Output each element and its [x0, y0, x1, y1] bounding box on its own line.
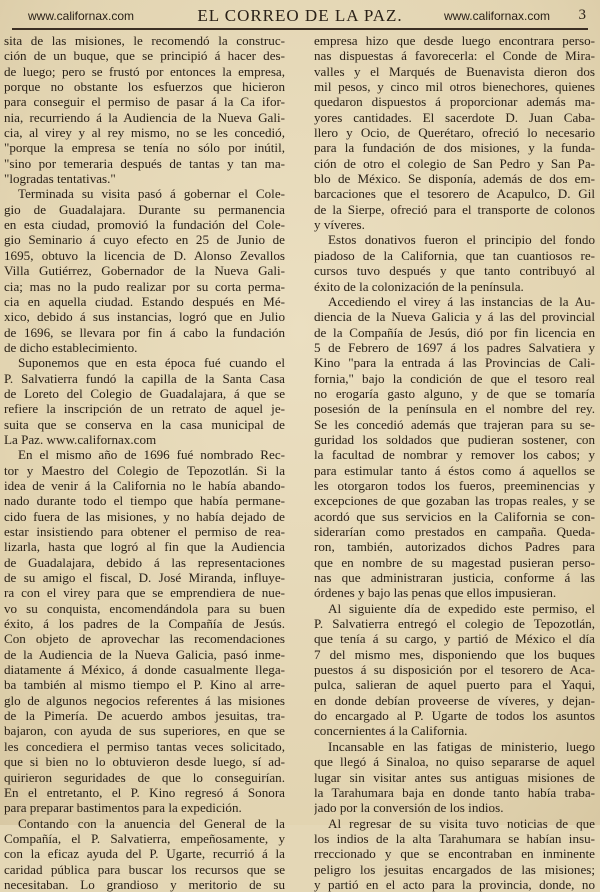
text-line: que tenía á su cargo, y partió de México el día — [314, 631, 595, 647]
text-line: Suponemos que en esta época fué cuando el — [18, 355, 285, 371]
text-line: Estos donativos fueron el principio del fondo — [328, 232, 595, 248]
text-line: órdenes y bajo las penas que ellos impusieran. — [314, 585, 557, 601]
text-line: para conseguir el permiso de pasar á la Ca ifor- — [4, 94, 285, 110]
text-line: bajaron, con ayuda de sus superiores, en que se — [4, 723, 285, 739]
text-line: y víveres. — [314, 217, 365, 233]
text-line: cia; mas no la pudo realizar por su corta perma- — [4, 278, 285, 294]
page-header — [12, 6, 588, 30]
text-line: empresa hizo que desde luego encontrara perso- — [314, 33, 595, 48]
text-line: ción de un buque, que se principió á hacer des- — [4, 48, 285, 64]
text-line: ba también al mismo tiempo el P. Kino al arre- — [4, 677, 285, 693]
text-line: nas dispuestas á favorecerla: el Conde de Mira- — [314, 48, 595, 64]
text-line: de la Pimería. De acuerdo ambos jesuitas, tra- — [4, 708, 285, 724]
text-line: concernientes á la California. — [314, 723, 468, 739]
text-line: tor y Maestro del Colegio de Tepozotlán. Si la — [4, 462, 285, 478]
text-line: les otorgaron todos los fueros, preeminencias y — [314, 477, 595, 493]
text-line: do encargado al P. Ugarte de todos los asuntos — [314, 708, 595, 724]
newspaper-title: EL CORREO DE LA PAZ. — [197, 6, 403, 25]
text-line: cursos tuvo después y que tanto contribuyó al — [314, 263, 595, 279]
text-line: Terminada su visita pasó á gobernar el Cole- — [18, 186, 285, 202]
text-line: no erogaría gasto alguno, y de que se tomaría — [314, 385, 595, 401]
text-line: con la eficaz ayuda del P. Ugarte, recurrió á la — [4, 846, 285, 862]
text-line: quirieron seguridades de que lo conseguirían. — [4, 769, 285, 785]
text-line: llero y Ocio, de Querétaro, ofreció lo necesario — [314, 125, 595, 141]
text-line: siderarían como prestados en campaña. Queda- — [314, 524, 595, 539]
text-line: de Guadalajara, debido á las representaciones — [4, 554, 285, 570]
text-line: de 1696, se llevara por fin á cabo la fundación — [4, 324, 285, 340]
text-line: estar insistiendo para obtener el permiso de rea- — [4, 524, 285, 539]
text-line: Villa Gutiérrez, Gobernador de la Nueva Gali- — [4, 263, 285, 279]
text-line: ra con el virey para que se emprendiera de nue- — [4, 585, 285, 601]
text-line: 1695, obtuvo la licencia de D. Alonso Zevallos — [4, 247, 285, 263]
text-line: xico, debido á sus instancias, logró que en Julio — [4, 309, 285, 325]
text-line: que en nombre de su magestad pusieran perso- — [314, 554, 595, 570]
text-line: puestos á su disposición por el tesorero de Aca- — [314, 662, 595, 678]
text-line: gio Seminario á cuyo efecto en 25 de Junio de — [4, 232, 285, 248]
text-line: posesión de la península en el nombre del rey. — [314, 401, 595, 417]
text-line: Al siguiente día de expedido este permiso, el — [328, 600, 595, 616]
text-line: Kino "para la entrada á las Provincias de Cali- — [314, 355, 595, 371]
text-line: excepciones de que gozaban las tropas reales, y se — [314, 493, 595, 509]
text-line: lizarla, hasta que logró al fin que la Audiencia — [4, 539, 285, 555]
text-line: en donde debían proveerse de víveres, y dejan- — [314, 692, 595, 708]
text-line: que si bien no lo obtuvieron desde luego, sí ad- — [4, 754, 285, 770]
text-line: La Paz. www.californax.com — [4, 431, 157, 447]
text-line: pulca, salieran de aquel puerto para el Yaqui, — [314, 677, 595, 693]
text-line: glo de algunos negocios referentes á las misiones — [4, 692, 285, 708]
text-line: Con objeto de aprovechar las recomendaciones — [4, 631, 285, 647]
right-text-column — [314, 33, 595, 892]
text-line: refiere la inscripción de un retrato de aquel je- — [4, 401, 285, 417]
text-line: caridad pública para buscar los recursos que se — [4, 861, 285, 877]
text-line: piadoso de la California, que tan cuantiosos re- — [314, 247, 595, 263]
text-line: Al regresar de su visita tuvo noticias de que — [328, 815, 595, 831]
text-line: para estimular tanto á éstos como á aquellos se — [314, 462, 595, 478]
text-line: Accediendo el virey á las instancias de la Au- — [328, 293, 595, 309]
text-line: gio de Guadalajara. Durante su permanencia — [4, 201, 285, 217]
text-line: blo de México. Se disponía, además de dos em- — [314, 171, 595, 187]
text-line: "sino por temeraria después de tantas y tan ma- — [4, 155, 285, 171]
header-right-url: www.californax.com — [443, 9, 550, 23]
text-line: cia, al virey y al rey mismo, no se les concedió, — [4, 125, 285, 141]
text-line: Incansable en las fatigas de ministerio, luego — [328, 738, 595, 754]
text-line: cia en aquella ciudad. Estando después en Mé- — [4, 293, 285, 309]
text-line: necesitaban. Lo grandioso y meritorio de su — [4, 876, 285, 892]
text-line: ron, también, autorizados dichos Padres para — [314, 539, 595, 555]
text-line: Contando con la anuencia del General de la — [18, 815, 285, 831]
text-line: nia, recurriendo á la Audiencia de la Nueva Gali- — [4, 109, 285, 125]
text-line: "logradas tentativas." — [4, 171, 116, 187]
text-line: éxito, á los padres de la Compañía de Jesús. — [4, 616, 285, 632]
text-line: diencia de la Nueva Galicia y á las del provincial — [314, 309, 595, 325]
text-line: vo su conquista, encomendándola para su buen — [4, 600, 285, 616]
text-line: de la Sierpe, ofreció para el transporte de colonos — [314, 201, 595, 217]
text-line: idea de venir á la California no le había abando- — [4, 477, 285, 493]
text-line: barcaciones que el tesorero de Acapulco, D. Gil — [314, 186, 595, 202]
text-line: guridad los soldados que pudieran sostener, con — [314, 431, 595, 447]
header-left-url: www.californax.com — [28, 9, 135, 23]
text-line: de la Audiencia de la Nueva Galicia, pasó inme- — [4, 646, 285, 662]
text-line: éxito de la colonización de la península. — [314, 278, 524, 294]
text-line: ción de otro el colegio de San Pedro y San Pa- — [314, 155, 595, 171]
text-line: peligro los jesuitas encargados de las misiones; — [314, 861, 595, 877]
text-line: rreccionado y que se encontraban en inminente — [314, 846, 595, 862]
text-line: En el mismo año de 1696 fué nombrado Rec- — [18, 447, 285, 463]
text-line: para preparar bastimentos para la expedición. — [4, 800, 242, 816]
text-line: acordó que sus servicios en la California se con- — [314, 508, 595, 524]
text-line: P. Salvatierra entregó el colegio de Tepozotlán, — [314, 616, 595, 632]
left-text-column — [4, 33, 285, 892]
text-line: les concediera el permiso tantas veces solicitado, — [4, 738, 285, 754]
text-line: lugar sin visitar antes sus antiguas misiones de — [314, 769, 595, 785]
text-line: "porque la empresa se tenía no sólo por inútil, — [4, 140, 285, 156]
text-line: Compañía, el P. Salvatierra, empeñosamente, y — [4, 830, 285, 846]
text-line: de luego; pero se frustó por entonces la empresa, — [4, 63, 285, 79]
text-line: jado por la conversión de los indios. — [314, 800, 504, 816]
text-line: 7 del mismo mes, disponiendo que los buques — [314, 646, 595, 662]
text-line: de dicho establecimiento. — [4, 339, 138, 355]
text-line: sita de las misiones, le recomendó la construc- — [4, 33, 285, 48]
text-line: suita que se conserva en la casa municipal de — [4, 416, 285, 432]
text-line: en esta ciudad, promovió la fundación del Cole- — [4, 217, 285, 233]
text-line: Se les concedió además que trajeran para su se- — [314, 416, 595, 432]
text-line: diatamente á México, á donde casualmente llega- — [4, 662, 285, 678]
text-line: los indios de la alta Tarahumara se habían insu- — [314, 830, 595, 846]
text-line: de Loreto del Colegio de Guadalajara, á que se — [4, 385, 285, 401]
text-line: para la fundación de dos misiones, y la funda- — [314, 140, 595, 156]
text-line: nas que administraran justicia, conforme á las — [314, 570, 595, 586]
text-line: de su amigo el fiscal, D. José Miranda, influye- — [4, 570, 285, 586]
text-line: cido fuera de las misiones, y no había dejado de — [4, 508, 285, 524]
text-line: de la Compañía de Jesús, dió por fin licencia en — [314, 324, 595, 340]
text-line: que llegó á Sinaloa, no quiso separarse de aquel — [314, 754, 595, 770]
text-line: valles y el Marqués de Buenavista dieron dos — [314, 63, 595, 79]
page-number: 3 — [578, 7, 586, 23]
text-line: la Tarahumara baja en donde tanto había traba- — [314, 784, 595, 800]
text-line: fornia," bajo la condición de que el tesoro real — [314, 370, 595, 386]
text-line: 5 de Febrero de 1697 á los padres Salvatiera y — [314, 339, 595, 355]
text-line: nado durante todo el tiempo que había permane- — [4, 493, 285, 509]
text-line: yores cantidades. El sacerdote D. Juan Caba- — [314, 109, 595, 125]
text-line: porque no obstante los esfuerzos que hicieron — [4, 79, 285, 95]
text-line: y partió en el acto para la provincia, donde, no — [314, 876, 595, 892]
text-line: mil pesos, y cinco mil otros bienechores, quienes — [314, 79, 595, 95]
text-line: la facultad de nombrar y remover los cabos; y — [314, 447, 595, 463]
text-line: P. Salvatierra fundó la capilla de la Santa Casa — [4, 370, 285, 386]
text-line: quedaron dispuestos á proporcionar además ma- — [314, 94, 595, 110]
text-line: En el entretanto, el P. Kino regresó á Sonora — [4, 784, 285, 800]
